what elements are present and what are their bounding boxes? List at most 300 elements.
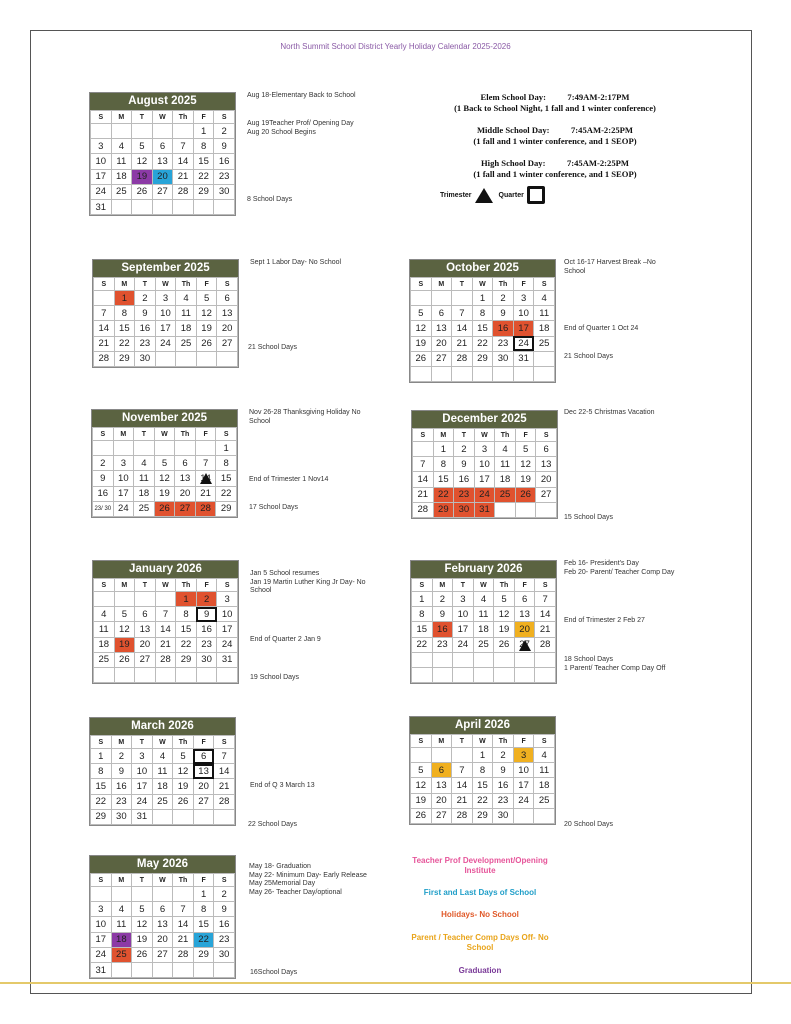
high-conferences: (1 fall and 1 winter conference, and 1 SEOP) [473,169,637,179]
day-cell [431,748,452,763]
weekday-header: T [452,278,473,291]
day-cell: 2 [214,887,235,902]
day-cell: 15 [216,471,237,486]
day-cell [513,808,534,823]
note-january: Jan 5 School resumes Jan 19 Martin Luther King Jr Day- No School [250,570,366,594]
day-cell: 27 [514,637,535,652]
month-grid [93,277,238,367]
day-cell: 14 [452,778,473,793]
day-cell: 19 [114,637,135,652]
note-march-quarter: End of Q 3 March 13 [250,782,315,789]
day-cell: 7 [413,457,434,472]
day-cell: 13 [431,321,452,336]
weekday-header: M [111,111,132,124]
middle-hours: Middle School Day: 7:45AM-2:25PM [476,125,634,135]
weekday-header: Th [173,111,194,124]
day-cell: 5 [196,291,217,306]
weekday-header: T [134,428,155,441]
day-cell: 7 [452,306,473,321]
day-cell [452,748,473,763]
day-cell: 15 [193,154,214,169]
month-title: February 2026 [411,561,556,578]
day-cell: 9 [493,763,514,778]
day-cell [495,502,516,517]
day-cell: 23 [454,487,475,502]
day-cell: 5 [494,592,515,607]
day-cell [411,291,432,306]
weekday-header: S [411,278,432,291]
day-cell: 26 [132,184,153,199]
weekday-header: W [155,278,176,291]
day-cell: 10 [91,917,112,932]
day-cell: 6 [217,291,238,306]
day-cell [453,667,474,682]
day-cell: 31 [91,199,112,214]
day-cell: 4 [111,902,132,917]
weekday-header: S [412,579,433,592]
day-cell: 7 [94,306,115,321]
day-cell: 15 [433,472,454,487]
month-grid [410,734,555,824]
day-cell [196,351,217,366]
note-january-quarter: End of Quarter 2 Jan 9 [250,636,321,643]
day-cell [217,351,238,366]
day-cell [472,366,493,381]
day-cell: 10 [513,763,534,778]
weekday-header: S [411,735,432,748]
weekday-header: F [193,111,214,124]
month-grid [411,578,556,683]
month-grid [90,110,235,215]
note-april-days: 20 School Days [564,821,614,828]
day-cell: 12 [173,764,194,779]
day-cell: 3 [91,902,112,917]
weekday-header: F [514,579,535,592]
day-cell: 3 [155,291,176,306]
day-cell: 22 [114,336,135,351]
day-cell: 25 [152,794,173,809]
day-cell: 28 [195,501,216,516]
day-cell: 29 [472,351,493,366]
weekday-header: M [114,278,135,291]
day-cell: 23 [214,169,235,184]
note-february: Feb 16- President's Day Feb 20- Parent/ Teacher Comp Day [564,560,675,576]
day-cell: 25 [495,487,516,502]
day-cell: 28 [413,502,434,517]
day-cell: 10 [453,607,474,622]
weekday-header: M [431,278,452,291]
day-cell: 24 [91,184,112,199]
day-cell: 16 [93,486,114,501]
day-cell [193,199,214,214]
day-cell: 14 [413,472,434,487]
weekday-header: M [432,579,453,592]
day-cell: 18 [495,472,516,487]
day-cell: 18 [176,321,197,336]
day-cell: 13 [431,778,452,793]
day-cell: 21 [535,622,556,637]
day-cell: 10 [132,764,153,779]
weekday-header: S [534,735,555,748]
day-cell: 19 [154,486,175,501]
day-cell: 13 [217,306,238,321]
day-cell [111,887,132,902]
day-cell: 25 [111,947,132,962]
day-cell: 6 [152,902,173,917]
day-cell: 29 [114,351,135,366]
day-cell [411,748,432,763]
day-cell: 21 [452,336,473,351]
day-cell [111,199,132,214]
legend-teacher-prof: Teacher Prof Development/Opening Institute [412,856,548,875]
weekday-header: S [93,428,114,441]
day-cell: 4 [111,139,132,154]
day-cell: 11 [495,457,516,472]
day-cell: 5 [132,139,153,154]
day-cell [193,809,214,824]
day-cell: 26 [196,336,217,351]
day-cell: 11 [176,306,197,321]
day-cell: 18 [534,778,555,793]
day-cell: 23 [493,793,514,808]
day-cell: 25 [94,652,115,667]
day-cell: 16 [196,622,217,637]
day-cell: 1 [412,592,433,607]
weekday-header: S [91,874,112,887]
day-cell: 9 [135,306,156,321]
day-cell: 24 [474,487,495,502]
month-title: August 2025 [90,93,235,110]
day-cell: 10 [155,306,176,321]
day-cell: 21 [155,637,176,652]
day-cell: 21 [173,169,194,184]
day-cell: 1 [472,748,493,763]
day-cell: 24 [91,947,112,962]
day-cell [152,199,173,214]
weekday-header: T [132,874,153,887]
day-cell: 6 [193,749,214,764]
month-grid [90,735,235,825]
day-cell: 22 [216,486,237,501]
day-cell: 11 [473,607,494,622]
day-cell: 10 [113,471,134,486]
weekday-header: M [111,736,132,749]
day-cell: 16 [432,622,453,637]
day-cell: 11 [111,154,132,169]
day-cell: 28 [535,637,556,652]
day-cell: 12 [196,306,217,321]
day-cell: 14 [452,321,473,336]
day-cell: 15 [176,622,197,637]
day-cell: 22 [412,637,433,652]
note-august-2: Aug 19Teacher Prof/ Opening Day Aug 20 School Begins [247,120,354,136]
day-cell: 13 [193,764,214,779]
day-cell: 18 [534,321,555,336]
day-cell: 20 [175,486,196,501]
day-cell: 8 [193,902,214,917]
weekday-header: W [155,579,176,592]
day-cell [132,887,153,902]
day-cell [173,809,194,824]
day-cell: 3 [453,592,474,607]
day-cell: 28 [452,808,473,823]
note-december-days: 15 School Days [564,514,614,521]
day-cell: 18 [111,169,132,184]
day-cell [132,962,153,977]
day-cell: 8 [193,139,214,154]
day-cell: 27 [152,947,173,962]
day-cell: 13 [536,457,557,472]
weekday-header: M [113,428,134,441]
day-cell: 17 [474,472,495,487]
day-cell: 22 [193,932,214,947]
month-title: March 2026 [90,718,235,735]
day-cell: 3 [113,456,134,471]
day-cell: 31 [513,351,534,366]
day-cell: 2 [214,124,235,139]
elem-conferences: (1 Back to School Night, 1 fall and 1 winter conference) [454,103,656,113]
day-cell: 1 [91,749,112,764]
note-may-days: 16School Days [250,969,298,976]
day-cell: 25 [534,336,555,351]
day-cell [534,351,555,366]
day-cell: 4 [94,607,115,622]
day-cell [155,351,176,366]
day-cell: 25 [534,793,555,808]
day-cell: 24 [155,336,176,351]
weekday-header: F [193,736,214,749]
day-cell [217,667,238,682]
day-cell: 18 [473,622,494,637]
day-cell: 30 [454,502,475,517]
day-cell: 6 [175,456,196,471]
day-cell [412,652,433,667]
note-january-days: 19 School Days [250,674,300,681]
day-cell: 29 [193,947,214,962]
day-cell: 17 [217,622,238,637]
day-cell: 21 [195,486,216,501]
day-cell: 16 [493,321,514,336]
day-cell: 15 [193,917,214,932]
weekday-header: Th [176,278,197,291]
day-cell: 1 [176,592,197,607]
day-cell: 17 [91,932,112,947]
day-cell [135,592,156,607]
weekday-header: S [91,736,112,749]
weekday-header: F [515,429,536,442]
day-cell: 24 [113,501,134,516]
day-cell: 3 [91,139,112,154]
day-cell: 15 [114,321,135,336]
day-cell [155,667,176,682]
weekday-header: T [135,278,156,291]
weekday-header: Th [494,579,515,592]
day-cell: 9 [493,306,514,321]
day-cell: 21 [94,336,115,351]
day-cell: 21 [214,779,235,794]
note-november-trimester: End of Trimester 1 Nov14 [249,476,329,483]
day-cell [535,652,556,667]
day-cell: 11 [111,917,132,932]
weekday-header: W [152,736,173,749]
day-cell: 10 [513,306,534,321]
day-cell: 20 [193,779,214,794]
day-cell: 23 [196,637,217,652]
day-cell: 23 [111,794,132,809]
day-cell: 2 [93,456,114,471]
weekday-header: F [195,428,216,441]
day-cell [91,887,112,902]
day-cell [111,124,132,139]
day-cell: 27 [217,336,238,351]
day-cell: 17 [513,778,534,793]
day-cell: 31 [132,809,153,824]
note-may: May 18- Graduation May 22- Minimum Day- Early Release May 25Memorial Day May 26- Teacher Day/optional [249,863,367,896]
weekday-header: F [513,735,534,748]
day-cell: 14 [535,607,556,622]
day-cell: 12 [411,778,432,793]
middle-conferences: (1 fall and 1 winter conference, and 1 SEOP) [473,136,637,146]
day-cell: 16 [454,472,475,487]
day-cell: 10 [474,457,495,472]
weekday-header: W [472,735,493,748]
note-november-days: 17 School Days [249,504,299,511]
day-cell: 4 [473,592,494,607]
note-october-days: 21 School Days [564,353,614,360]
day-cell: 21 [173,932,194,947]
day-cell: 19 [494,622,515,637]
calendar-december [411,410,558,519]
calendar-november [91,409,238,518]
day-cell: 20 [135,637,156,652]
day-cell: 7 [535,592,556,607]
weekday-header: Th [493,278,514,291]
day-cell: 17 [113,486,134,501]
triangle-icon [475,188,493,203]
day-cell: 28 [155,652,176,667]
weekday-header: S [535,579,556,592]
day-cell: 2 [432,592,453,607]
day-cell: 19 [411,336,432,351]
day-cell: 31 [474,502,495,517]
day-cell: 23 [493,336,514,351]
day-cell: 28 [173,184,194,199]
day-cell: 2 [196,592,217,607]
day-cell: 7 [173,139,194,154]
weekday-header: S [214,736,235,749]
weekday-header: S [216,428,237,441]
day-cell [93,441,114,456]
weekday-header: W [473,579,494,592]
day-cell: 29 [176,652,197,667]
calendar-january [92,560,239,684]
day-cell: 29 [216,501,237,516]
day-cell: 8 [433,457,454,472]
month-title: May 2026 [90,856,235,873]
day-cell: 15 [412,622,433,637]
weekday-header: T [132,736,153,749]
day-cell: 4 [534,748,555,763]
note-february-trimester: End of Trimester 2 Feb 27 [564,617,645,624]
day-cell: 3 [513,748,534,763]
day-cell: 13 [135,622,156,637]
day-cell: 12 [494,607,515,622]
day-cell: 24 [453,637,474,652]
day-cell: 23/ 30 [93,501,114,516]
day-cell: 27 [135,652,156,667]
note-august-days: 8 School Days [247,196,293,203]
weekday-header: T [452,735,473,748]
day-cell: 17 [132,779,153,794]
day-cell: 31 [217,652,238,667]
day-cell: 6 [536,442,557,457]
month-grid [90,873,235,978]
day-cell [452,291,473,306]
weekday-header: W [154,428,175,441]
day-cell [152,124,173,139]
legend-graduation: Graduation [458,966,502,975]
day-cell [176,351,197,366]
square-icon [527,186,545,204]
day-cell: 2 [135,291,156,306]
note-october: Oct 16-17 Harvest Break –No School [564,259,656,275]
day-cell: 26 [411,351,432,366]
note-december: Dec 22-5 Christmas Vacation [564,409,655,416]
day-cell [411,366,432,381]
calendar-march [89,717,236,826]
day-cell: 8 [472,763,493,778]
day-cell: 11 [134,471,155,486]
day-cell [152,809,173,824]
note-february-days: 18 School Days 1 Parent/ Teacher Comp Day Off [564,656,666,672]
day-cell: 19 [132,169,153,184]
month-title: December 2025 [412,411,557,428]
day-cell: 4 [152,749,173,764]
day-cell: 25 [134,501,155,516]
day-cell: 7 [195,456,216,471]
day-cell: 8 [176,607,197,622]
day-cell [412,667,433,682]
weekday-header: S [413,429,434,442]
day-cell: 2 [111,749,132,764]
weekday-header: W [474,429,495,442]
month-title: November 2025 [92,410,237,427]
day-cell: 14 [173,917,194,932]
day-cell: 6 [514,592,535,607]
day-cell: 9 [93,471,114,486]
bottom-rule [0,982,791,984]
weekday-header: W [152,874,173,887]
day-cell: 5 [411,306,432,321]
day-cell: 20 [152,932,173,947]
day-cell: 3 [513,291,534,306]
note-september-days: 21 School Days [248,344,298,351]
day-cell: 16 [135,321,156,336]
day-cell [214,962,235,977]
day-cell: 13 [514,607,535,622]
weekday-header: S [94,579,115,592]
day-cell: 16 [214,154,235,169]
day-cell [432,667,453,682]
day-cell: 1 [433,442,454,457]
day-cell [176,667,197,682]
day-cell: 20 [514,622,535,637]
weekday-header: Th [173,736,194,749]
day-cell [452,366,473,381]
day-cell: 6 [135,607,156,622]
day-cell: 16 [214,917,235,932]
day-cell: 26 [132,947,153,962]
